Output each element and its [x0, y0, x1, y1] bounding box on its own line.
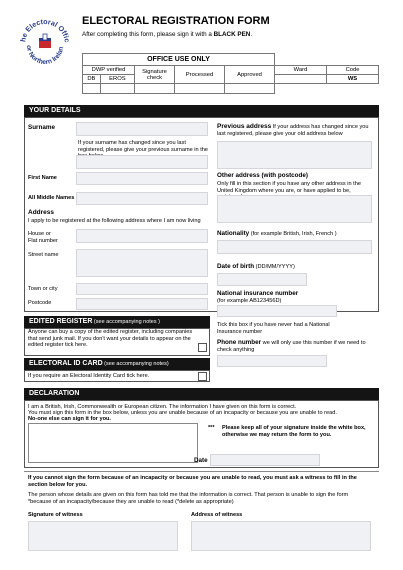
nin-note: (for example AB123456D): [217, 298, 282, 304]
electoral-id-checkbox[interactable]: [198, 372, 207, 381]
street-label: Street name: [28, 252, 59, 258]
signature-check-cell[interactable]: [135, 84, 175, 94]
other-address-label: Other address (with postcode): [217, 172, 308, 179]
first-name-field[interactable]: [76, 172, 208, 185]
address-of-witness-field[interactable]: [191, 521, 371, 551]
electoral-id-header: ELECTORAL ID CARD (see accompanying notes): [24, 358, 210, 370]
address-of-witness-label: Address of witness: [191, 512, 243, 518]
edited-register-checkbox[interactable]: [198, 343, 207, 352]
db-cell[interactable]: [83, 84, 101, 94]
witness-note-1: The person whose details are given on this form has told me that the information is correct. That person is unable to sign the form: [28, 492, 349, 498]
date-label: Date: [194, 457, 208, 464]
nationality-field[interactable]: [217, 240, 372, 254]
office-use-table: [82, 53, 379, 94]
ward-cell[interactable]: [275, 75, 327, 84]
eros-cell[interactable]: [100, 84, 134, 94]
office-use-title: OFFICE USE ONLY: [83, 54, 275, 66]
code-label: Code: [327, 66, 379, 75]
postcode-label: Postcode: [28, 300, 52, 306]
date-of-birth-field[interactable]: [217, 273, 307, 286]
surname-label: Surname: [28, 124, 55, 131]
previous-address-label: Previous address If your address has changed since you last registered, please give your old address below: [217, 123, 369, 137]
nin-field[interactable]: [217, 305, 337, 317]
keep-signature-note: Please keep all of your signature inside the white box, otherwise we may return the form to you.: [222, 425, 366, 438]
address-note: I apply to be registered at the following address where I am now living: [28, 218, 201, 224]
town-field[interactable]: [76, 283, 208, 295]
approved-label: Approved: [225, 66, 275, 84]
your-details-header: YOUR DETAILS: [24, 105, 379, 117]
witness-instruction: If you cannot sign the form because of an incapacity or because you are unable to read, you must ask a witness to fill in the section below for you.: [28, 475, 357, 488]
house-number-field[interactable]: [76, 229, 208, 243]
processed-label: Processed: [175, 66, 225, 84]
dob-label: Date of birth (DD/MM/YYYY): [217, 263, 295, 270]
middle-names-field[interactable]: [76, 192, 208, 205]
edited-register-header: EDITED REGISTER (see accompanying notes ): [24, 316, 210, 328]
electoral-id-text: If you require an Electoral Identity Card tick here.: [28, 373, 150, 379]
stars-mark: ***: [208, 425, 215, 431]
logo: [16, 14, 74, 72]
house-label: House or Flat number: [28, 231, 58, 244]
declaration-text-2: You must sign this form in the box below, unless you are unable because of an incapacity or because you are unable to read.: [28, 410, 337, 416]
previous-surname-field[interactable]: [76, 155, 208, 169]
middle-names-label: All Middle Names: [28, 195, 75, 201]
signature-of-witness-field[interactable]: [28, 521, 178, 551]
nationality-label: Nationality (for example British, Irish, French ): [217, 230, 337, 237]
edited-register-text: Anyone can buy a copy of the edited register, including companies that send junk mail. If you don't want your details to appear on the edited register tick here.: [28, 329, 193, 349]
form-subtitle: After completing this form, please sign it with a BLACK PEN.: [82, 31, 253, 38]
approved-cell[interactable]: [225, 84, 275, 94]
surname-field[interactable]: [76, 122, 208, 136]
svg-text:for Northern Ireland: or Northern Irelan: [24, 44, 66, 67]
first-name-label: First Name: [28, 175, 57, 181]
dwp-verified-label: DWP verified: [83, 66, 135, 75]
electoral-office-seal: [16, 14, 74, 72]
previous-address-field[interactable]: [217, 141, 372, 169]
other-address-note: Only fill in this section if you have any other address in the United Kingdom where you are, or have applied to be,: [217, 181, 361, 194]
declaration-header: DECLARATION: [24, 388, 379, 400]
phone-field[interactable]: [217, 355, 327, 367]
processed-cell[interactable]: [175, 84, 225, 94]
eros-label: EROS: [100, 75, 134, 84]
declaration-text-3: No-one else can sign it for you.: [28, 416, 111, 422]
declaration-separator: [24, 471, 379, 472]
ward-label: Ward: [275, 66, 327, 75]
phone-label: Phone number we will only use this number if we need to check anything: [217, 339, 366, 353]
street-name-field[interactable]: [76, 249, 208, 277]
form-title: ELECTORAL REGISTRATION FORM: [82, 15, 270, 27]
no-nin-note: Tick this box if you have never had a National Insurance number: [217, 322, 330, 335]
svg-text:The Electoral Office: he Electoral Offic: [18, 16, 72, 43]
signature-check-label: Signature check: [135, 66, 175, 84]
nin-label: National insurance number: [217, 290, 299, 297]
date-field[interactable]: [210, 454, 320, 466]
ws-label: WS: [327, 75, 379, 84]
db-label: DB: [83, 75, 101, 84]
postcode-field[interactable]: [76, 298, 208, 310]
witness-note-2: *because of an incapacity/because they are unable to read (*delete as appropriate): [28, 499, 234, 505]
other-address-field[interactable]: [217, 195, 372, 223]
declaration-text-1: I am a British, Irish, Commonwealth or European citizen. The information I have given on this form is correct.: [28, 404, 297, 410]
address-label: Address: [28, 209, 55, 216]
signature-of-witness-label: Signature of witness: [28, 512, 83, 518]
signature-box[interactable]: [28, 423, 198, 463]
town-label: Town or city: [28, 286, 58, 292]
surname-note: If your surname has changed since you last registered, please give your previous surname in the: [78, 140, 208, 153]
